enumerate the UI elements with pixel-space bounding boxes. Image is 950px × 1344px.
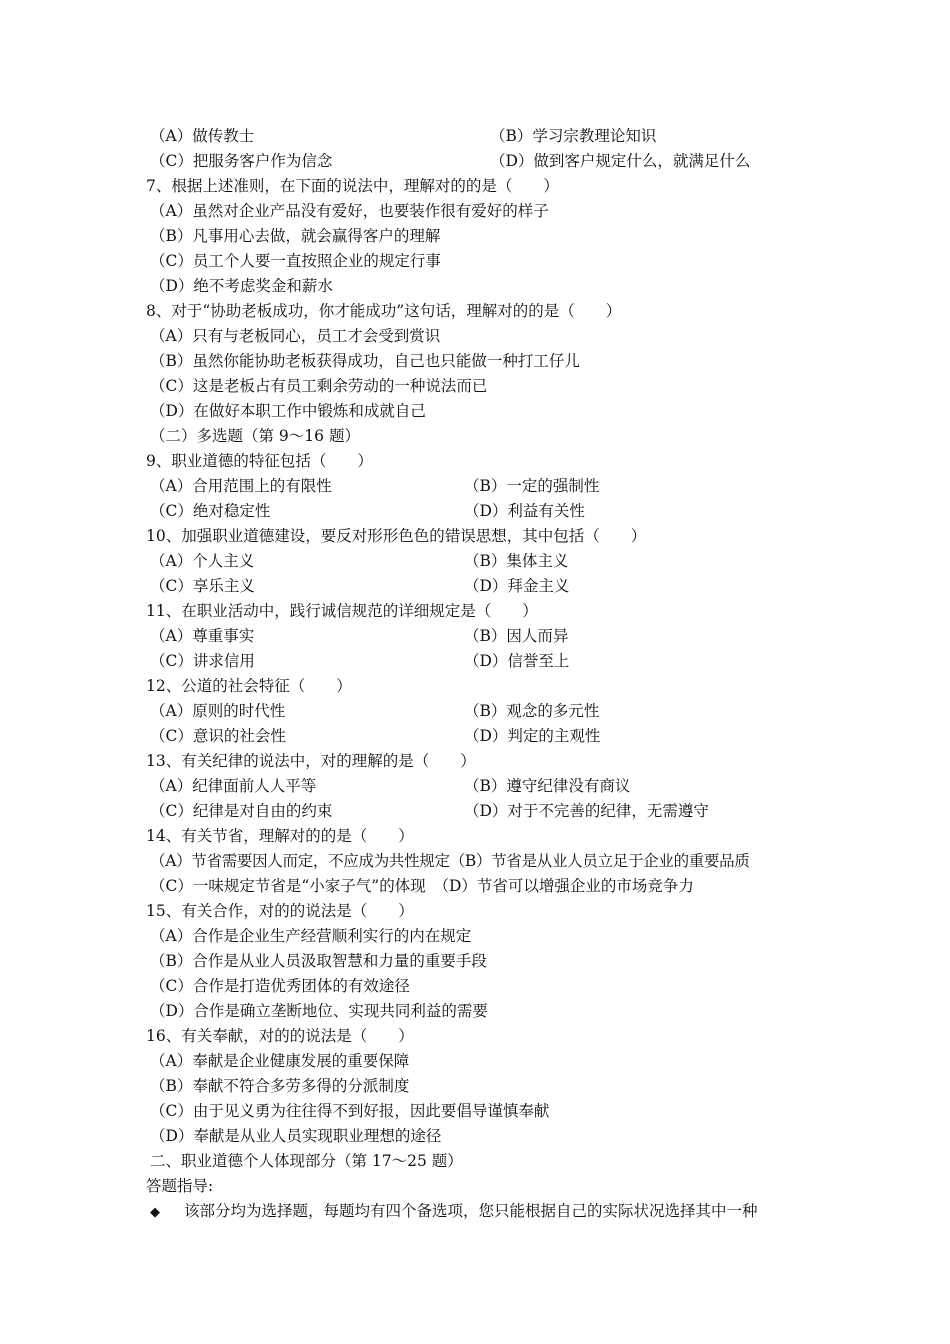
option-q12-d: （D）判定的主观性: [464, 727, 601, 745]
option-q6-a: （A）做传教士: [150, 127, 255, 145]
option-q8-d: （D）在做好本职工作中锻炼和成就自己: [150, 402, 426, 420]
option-row: [150, 799, 709, 824]
option-q13-b: （B）遵守纪律没有商议: [464, 777, 631, 795]
option-q16-d: （D）奉献是从业人员实现职业理想的途径: [150, 1127, 442, 1145]
option-q10-b: （B）集体主义: [464, 552, 569, 570]
option-line-q14-cd: （C）一味规定节省是“小家子气”的体现 （D）节省可以增强企业的市场竞争力: [150, 877, 694, 895]
option-q13-d: （D）对于不完善的纪律，无需遵守: [464, 802, 709, 820]
option-q13-c: （C）纪律是对自由的约束: [150, 802, 333, 820]
option-q6-c: （C）把服务客户作为信念: [150, 152, 333, 170]
option-q7-d: （D）绝不考虑奖金和薪水: [150, 277, 333, 295]
option-q10-d: （D）拜金主义: [464, 577, 570, 595]
guide-bullet-line: [150, 1199, 758, 1224]
question-stem-15: 15、有关合作，对的的说法是（ ）: [146, 902, 414, 920]
option-q15-a: （A）合作是企业生产经营顺利实行的内在规定: [150, 927, 472, 945]
option-q16-c: （C）由于见义勇为往往得不到好报，因此要倡导谨慎奉献: [150, 1102, 550, 1120]
option-q9-d: （D）利益有关性: [464, 502, 585, 520]
option-q6-b: （B）学习宗教理论知识: [490, 127, 657, 145]
option-q9-c: （C）绝对稳定性: [150, 502, 271, 520]
option-row: [150, 724, 601, 749]
option-row: [150, 774, 631, 799]
question-stem-13: 13、有关纪律的说法中，对的理解的是（ ）: [146, 752, 476, 770]
option-q15-c: （C）合作是打造优秀团体的有效途径: [150, 977, 410, 995]
option-q12-c: （C）意识的社会性: [150, 727, 286, 745]
option-line-q14-ab: （A）节省需要因人而定，不应成为共性规定（B）节省是从业人员立足于企业的重要品质: [150, 852, 750, 870]
option-row: [150, 549, 569, 574]
question-stem-7: 7、根据上述准则，在下面的说法中，理解对的的是（ ）: [146, 177, 559, 195]
option-q16-b: （B）奉献不符合多劳多得的分派制度: [150, 1077, 410, 1095]
option-row: [150, 474, 600, 499]
option-q7-b: （B）凡事用心去做，就会赢得客户的理解: [150, 227, 441, 245]
option-q6-d: （D）做到客户规定什么，就满足什么: [490, 152, 751, 170]
option-row: [150, 124, 657, 149]
option-q11-a: （A）尊重事实: [150, 627, 255, 645]
option-row: [150, 499, 585, 524]
option-q9-a: （A）合用范围上的有限性: [150, 477, 332, 495]
question-stem-8: 8、对于“协助老板成功，你才能成功”这句话，理解对的的是（ ）: [146, 302, 622, 320]
option-row: [150, 149, 751, 174]
question-stem-9: 9、职业道德的特征包括（ ）: [146, 452, 373, 470]
option-row: [150, 624, 569, 649]
question-stem-11: 11、在职业活动中，践行诚信规范的详细规定是（ ）: [146, 602, 538, 620]
option-row: [150, 574, 570, 599]
option-q12-b: （B）观念的多元性: [464, 702, 600, 720]
section-heading-personal: 二、职业道德个人体现部分（第 17～25 题）: [150, 1152, 463, 1170]
option-q8-b: （B）虽然你能协助老板获得成功，自己也只能做一种打工仔儿: [150, 352, 580, 370]
option-q13-a: （A）纪律面前人人平等: [150, 777, 317, 795]
question-stem-14: 14、有关节省，理解对的的是（ ）: [146, 827, 414, 845]
option-q15-d: （D）合作是确立垄断地位、实现共同利益的需要: [150, 1002, 488, 1020]
option-row: [150, 649, 570, 674]
guide-bullet-text: 该部分均为选择题，每题均有四个备选项，您只能根据自己的实际状况选择其中一种: [184, 1202, 758, 1220]
option-q10-a: （A）个人主义: [150, 552, 255, 570]
question-stem-10: 10、加强职业道德建设，要反对形形色色的错误思想，其中包括（ ）: [146, 527, 647, 545]
option-q12-a: （A）原则的时代性: [150, 702, 286, 720]
option-q10-c: （C）享乐主义: [150, 577, 255, 595]
answer-guide-label: 答题指导:: [146, 1177, 214, 1195]
option-q7-c: （C）员工个人要一直按照企业的规定行事: [150, 252, 441, 270]
option-q15-b: （B）合作是从业人员汲取智慧和力量的重要手段: [150, 952, 487, 970]
option-q11-d: （D）信誉至上: [464, 652, 570, 670]
option-q9-b: （B）一定的强制性: [464, 477, 600, 495]
option-q16-a: （A）奉献是企业健康发展的重要保障: [150, 1052, 410, 1070]
option-q8-c: （C）这是老板占有员工剩余劳动的一种说法而已: [150, 377, 488, 395]
question-stem-12: 12、公道的社会特征（ ）: [146, 677, 352, 695]
option-q7-a: （A）虽然对企业产品没有爱好，也要装作很有爱好的样子: [150, 202, 549, 220]
option-q8-a: （A）只有与老板同心，员工才会受到赏识: [150, 327, 441, 345]
section-heading-multi-choice: （二）多选题（第 9～16 题）: [150, 427, 360, 445]
option-q11-c: （C）讲求信用: [150, 652, 255, 670]
option-q11-b: （B）因人而异: [464, 627, 569, 645]
question-stem-16: 16、有关奉献，对的的说法是（ ）: [146, 1027, 414, 1045]
diamond-bullet-icon: ◆: [150, 1205, 160, 1220]
option-row: [150, 699, 600, 724]
